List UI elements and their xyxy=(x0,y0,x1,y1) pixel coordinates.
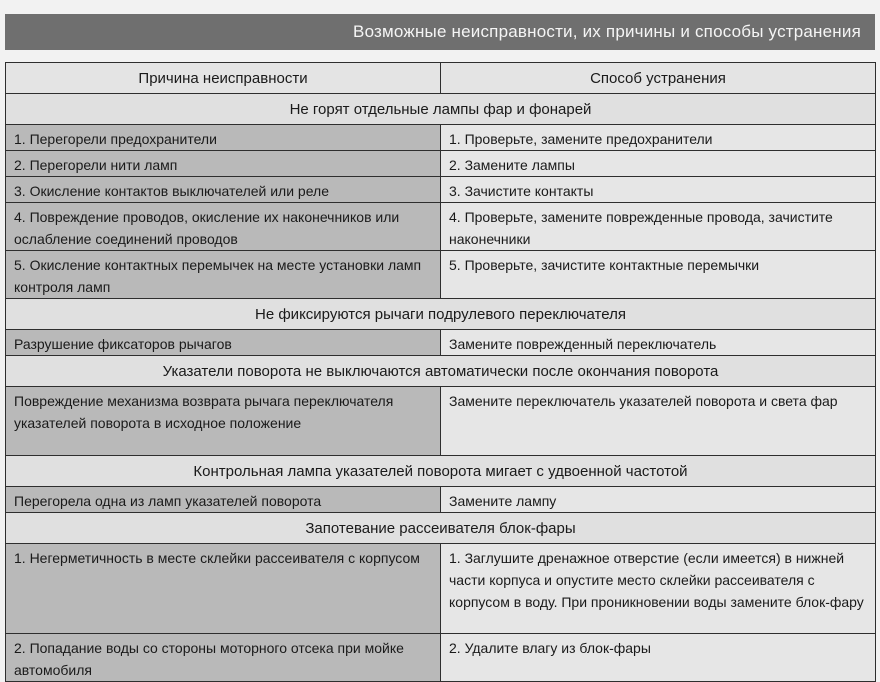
cause-cell: Перегорела одна из ламп указателей поворота xyxy=(6,487,441,513)
fix-cell: 1. Проверьте, замените предохранители xyxy=(441,125,876,151)
table-row xyxy=(6,544,876,634)
fix-cell: 1. Заглушите дренажное отверстие (если имеется) в нижней части корпуса и опустите место склейки рассеивателя с корпусом в воду. При проникновении воды замените блок-фару xyxy=(441,544,876,634)
section-title-row xyxy=(6,94,876,125)
table-row xyxy=(6,330,876,356)
fix-cell: Замените поврежденный переключатель xyxy=(441,330,876,356)
fix-cell: 5. Проверьте, зачистите контактные перемычки xyxy=(441,251,876,299)
fix-cell: 2. Замените лампы xyxy=(441,151,876,177)
cause-cell: 1. Негерметичность в месте склейки рассеивателя с корпусом xyxy=(6,544,441,634)
section-title: Запотевание рассеивателя блок-фары xyxy=(6,513,876,544)
fix-cell: 3. Зачистите контакты xyxy=(441,177,876,203)
table-row xyxy=(6,487,876,513)
cause-cell: Повреждение механизма возврата рычага переключателя указателей поворота в исходное положение xyxy=(6,387,441,456)
section-title: Контрольная лампа указателей поворота мигает с удвоенной частотой xyxy=(6,456,876,487)
section-title-row xyxy=(6,299,876,330)
fix-cell: Замените лампу xyxy=(441,487,876,513)
section-title-row xyxy=(6,513,876,544)
table-row xyxy=(6,251,876,299)
cause-column-header: Причина неисправности xyxy=(6,63,441,94)
section-title: Не фиксируются рычаги подрулевого переключателя xyxy=(6,299,876,330)
section-title-row xyxy=(6,356,876,387)
troubleshooting-table xyxy=(5,62,876,682)
table-row xyxy=(6,634,876,682)
table-row xyxy=(6,177,876,203)
cause-cell: 4. Повреждение проводов, окисление их наконечников или ослабление соединений проводов xyxy=(6,203,441,251)
document-title: Возможные неисправности, их причины и способы устранения xyxy=(5,14,875,50)
fix-cell: Замените переключатель указателей поворота и света фар xyxy=(441,387,876,456)
cause-cell: Разрушение фиксаторов рычагов xyxy=(6,330,441,356)
table-row xyxy=(6,203,876,251)
section-title-row xyxy=(6,456,876,487)
table-row xyxy=(6,125,876,151)
fix-column-header: Способ устранения xyxy=(441,63,876,94)
table-row xyxy=(6,151,876,177)
cause-cell: 3. Окисление контактов выключателей или реле xyxy=(6,177,441,203)
cause-cell: 2. Перегорели нити ламп xyxy=(6,151,441,177)
section-title: Указатели поворота не выключаются автоматически после окончания поворота xyxy=(6,356,876,387)
cause-cell: 1. Перегорели предохранители xyxy=(6,125,441,151)
cause-cell: 5. Окисление контактных перемычек на месте установки ламп контроля ламп xyxy=(6,251,441,299)
header-row xyxy=(6,63,876,94)
section-title: Не горят отдельные лампы фар и фонарей xyxy=(6,94,876,125)
cause-cell: 2. Попадание воды со стороны моторного отсека при мойке автомобиля xyxy=(6,634,441,682)
fix-cell: 2. Удалите влагу из блок-фары xyxy=(441,634,876,682)
fix-cell: 4. Проверьте, замените поврежденные провода, зачистите наконечники xyxy=(441,203,876,251)
table-row xyxy=(6,387,876,456)
